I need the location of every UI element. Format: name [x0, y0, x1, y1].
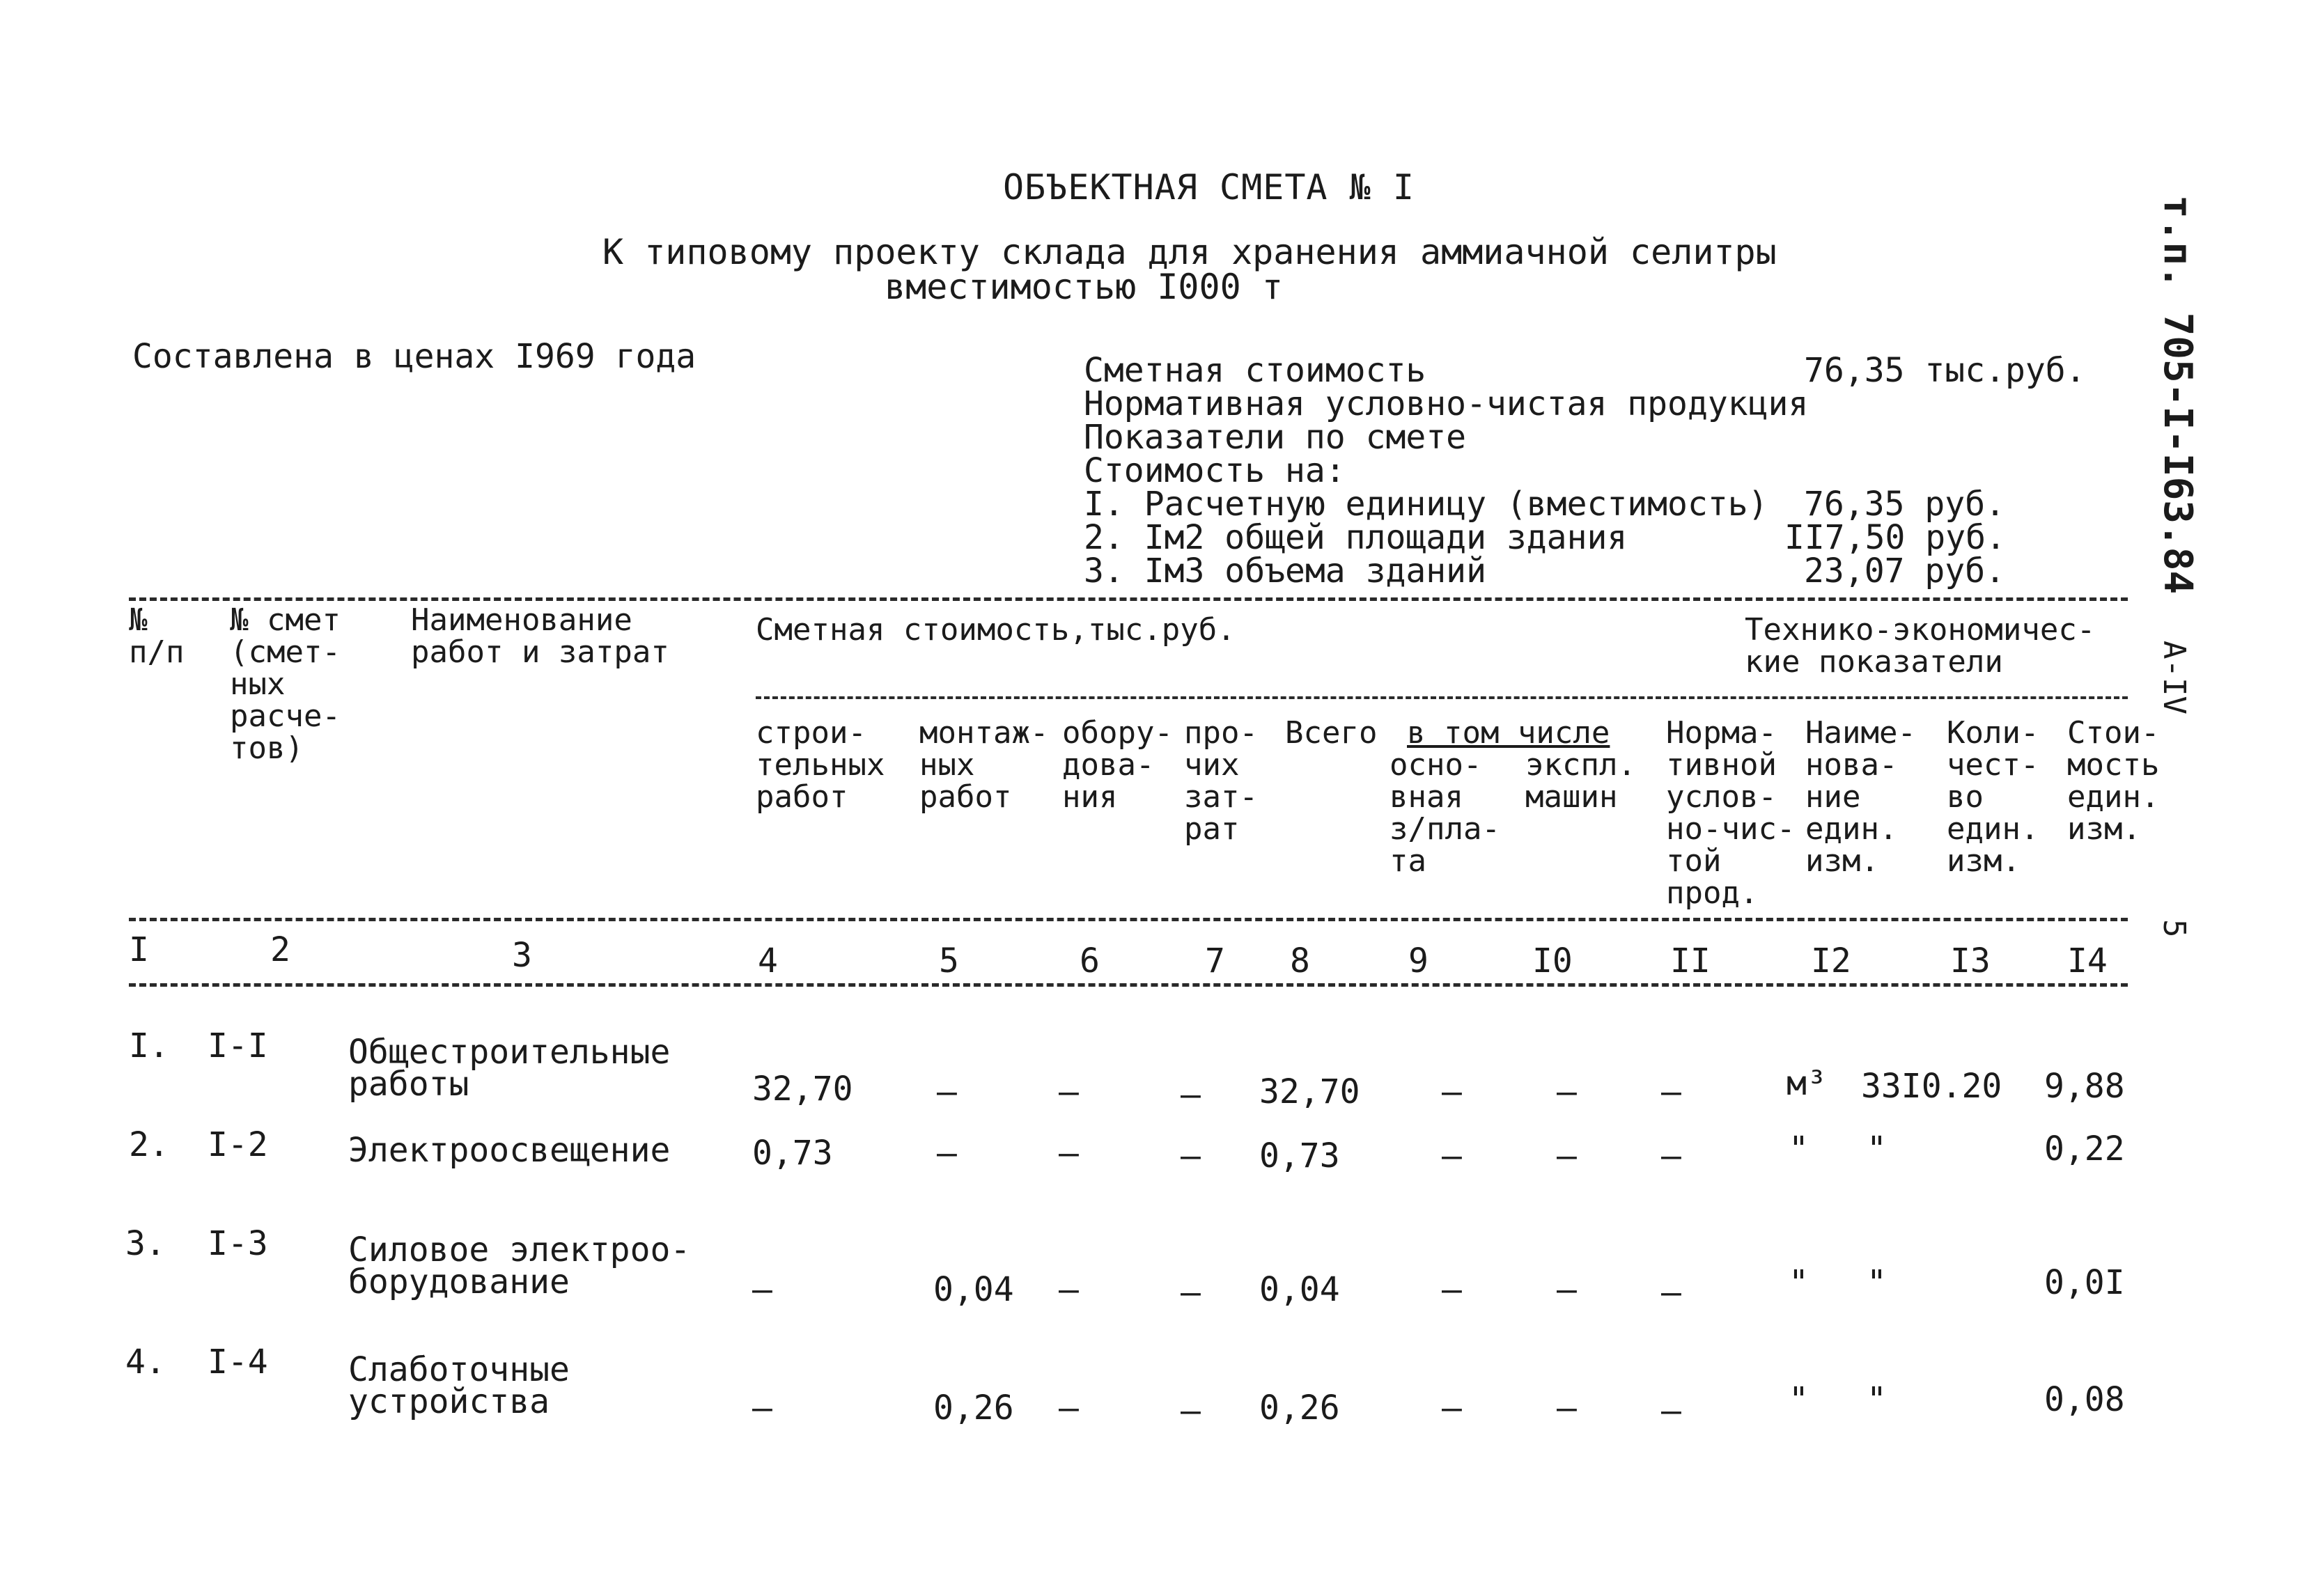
- row-unit-name: ": [1789, 1129, 1809, 1168]
- summary-cost-per-label: Стоимость на:: [1084, 451, 1346, 490]
- column-number: I4: [2067, 941, 2108, 980]
- header-base-salary: осно- вная з/пла- та: [1390, 747, 1500, 879]
- side-album-label: A-IV: [2156, 641, 2192, 714]
- row-other-cost: –: [1181, 1075, 1201, 1114]
- row-work-name: Электроосвещение: [348, 1131, 671, 1170]
- row-construction-cost: –: [752, 1270, 772, 1309]
- row-installation-cost: –: [937, 1134, 957, 1173]
- header-top-rule: [129, 597, 2128, 601]
- row-installation-cost: 0,04: [933, 1270, 1014, 1309]
- row-construction-cost: 32,70: [752, 1070, 853, 1109]
- column-number: I0: [1532, 941, 1573, 980]
- column-number: 6: [1080, 941, 1100, 980]
- row-unit-name: м³: [1787, 1064, 1827, 1103]
- subtitle-line-1: К типовому проекту склада для хранения аммиачной селитры: [602, 232, 1777, 272]
- summary-item-value: II7,50 руб.: [1784, 518, 2006, 557]
- prices-note: Составлена в ценах I969 года: [132, 337, 696, 376]
- column-number: II: [1670, 941, 1711, 980]
- side-project-code: т.п. 705-I-I63.84: [2155, 195, 2200, 595]
- column-number-rule: [129, 983, 2128, 987]
- header-unit-quantity: Коли- чест- во един. изм.: [1947, 715, 2039, 879]
- row-unit-quantity: ": [1867, 1129, 1887, 1168]
- row-unit-cost: 0,22: [2044, 1129, 2125, 1168]
- row-other-cost: –: [1181, 1273, 1201, 1312]
- header-bottom-rule: [129, 918, 2128, 921]
- row-estimate-code: I-I: [208, 1026, 268, 1065]
- subtitle-line-2: вместимостью I000 т: [885, 267, 1283, 307]
- row-total-cost: 0,73: [1259, 1136, 1340, 1175]
- summary-item-label: 3. Iм3 объема зданий: [1084, 551, 1486, 590]
- row-equipment-cost: –: [1059, 1134, 1079, 1173]
- row-unit-quantity: ": [1867, 1263, 1887, 1302]
- summary-indicators-label: Показатели по смете: [1084, 418, 1467, 457]
- header-construction-works: строи- тельных работ: [756, 715, 885, 815]
- row-estimate-code: I-3: [208, 1224, 268, 1263]
- row-total-cost: 32,70: [1259, 1072, 1360, 1111]
- row-normative-output: –: [1661, 1136, 1681, 1175]
- row-other-cost: –: [1181, 1391, 1201, 1430]
- header-machine-operation: экспл. машин: [1525, 747, 1636, 815]
- row-construction-cost: 0,73: [752, 1134, 833, 1173]
- row-machine-cost: –: [1557, 1270, 1577, 1309]
- side-page-number: 5: [2156, 919, 2192, 938]
- column-number: 5: [939, 941, 959, 980]
- column-number: 8: [1290, 941, 1310, 980]
- row-number: 4.: [125, 1343, 166, 1382]
- row-total-cost: 0,26: [1259, 1388, 1340, 1427]
- row-base-salary: –: [1442, 1388, 1462, 1427]
- summary-item-label: 2. Iм2 общей площади здания: [1084, 518, 1628, 557]
- row-unit-cost: 0,08: [2044, 1380, 2125, 1419]
- header-row-number: № п/п: [129, 602, 185, 670]
- header-unit-name: Наиме- нова- ние един. изм.: [1805, 715, 1916, 879]
- summary-item-value: 23,07 руб.: [1804, 551, 2005, 590]
- row-installation-cost: –: [937, 1072, 957, 1111]
- row-number: I.: [129, 1026, 169, 1065]
- row-other-cost: –: [1181, 1136, 1201, 1175]
- row-unit-cost: 0,0I: [2044, 1263, 2125, 1302]
- header-normative-output: Норма- тивной услов- но-чис- той прод.: [1666, 715, 1796, 911]
- column-number: I3: [1950, 941, 1991, 980]
- column-number: 4: [758, 941, 778, 980]
- row-normative-output: –: [1661, 1391, 1681, 1430]
- document-title: ОБЪЕКТНАЯ СМЕТА № I: [1003, 167, 1415, 208]
- row-estimate-code: I-4: [208, 1343, 268, 1382]
- header-total: Всего: [1285, 715, 1378, 751]
- row-unit-name: ": [1789, 1380, 1809, 1419]
- header-other-costs: про- чих зат- рат: [1184, 715, 1258, 847]
- row-machine-cost: –: [1557, 1072, 1577, 1111]
- row-normative-output: –: [1661, 1273, 1681, 1312]
- column-number: 9: [1408, 941, 1429, 980]
- row-estimate-code: I-2: [208, 1125, 268, 1164]
- header-group-rule: [756, 696, 2128, 699]
- header-work-name: Наименование работ и затрат: [411, 602, 669, 670]
- row-total-cost: 0,04: [1259, 1270, 1340, 1309]
- row-construction-cost: –: [752, 1388, 772, 1427]
- header-unit-cost: Стои- мость един. изм.: [2067, 715, 2160, 847]
- column-number: 7: [1205, 941, 1225, 980]
- row-number: 2.: [129, 1125, 169, 1164]
- row-work-name: Общестроительные работы: [348, 1033, 671, 1104]
- summary-cost-value: 76,35 тыс.руб.: [1804, 351, 2086, 390]
- row-equipment-cost: –: [1059, 1270, 1079, 1309]
- header-cost-group: Сметная стоимость,тыс.руб.: [756, 612, 1236, 648]
- row-work-name: Силовое электроо- борудование: [348, 1230, 691, 1301]
- row-number: 3.: [125, 1224, 166, 1263]
- row-work-name: Слаботочные устройства: [348, 1350, 570, 1421]
- column-number: 2: [270, 930, 290, 969]
- row-unit-cost: 9,88: [2044, 1067, 2125, 1106]
- row-base-salary: –: [1442, 1136, 1462, 1175]
- row-machine-cost: –: [1557, 1388, 1577, 1427]
- row-base-salary: –: [1442, 1270, 1462, 1309]
- header-including: в том числе: [1407, 715, 1610, 751]
- column-number: 3: [512, 936, 532, 975]
- summary-normative-label: Нормативная условно-чистая продукция: [1084, 384, 1809, 423]
- summary-item-value: 76,35 руб.: [1804, 485, 2005, 524]
- header-tech-group: Технико-экономичес- кие показатели: [1745, 612, 2096, 680]
- summary-item-label: I. Расчетную единицу (вместимость): [1084, 485, 1768, 524]
- row-unit-quantity: 33I0.20: [1861, 1067, 2002, 1106]
- summary-cost-label: Сметная стоимость: [1084, 351, 1426, 390]
- header-equipment: обору- дова- ния: [1062, 715, 1173, 815]
- header-installation-works: монтаж- ных работ: [919, 715, 1049, 815]
- header-estimate-number: № смет (смет- ных расче- тов): [230, 602, 341, 766]
- row-unit-name: ": [1789, 1263, 1809, 1302]
- row-equipment-cost: –: [1059, 1072, 1079, 1111]
- column-number: I: [129, 930, 149, 969]
- row-normative-output: –: [1661, 1072, 1681, 1111]
- row-unit-quantity: ": [1867, 1380, 1887, 1419]
- row-installation-cost: 0,26: [933, 1388, 1014, 1427]
- row-machine-cost: –: [1557, 1136, 1577, 1175]
- column-number: I2: [1811, 941, 1851, 980]
- row-equipment-cost: –: [1059, 1388, 1079, 1427]
- row-base-salary: –: [1442, 1072, 1462, 1111]
